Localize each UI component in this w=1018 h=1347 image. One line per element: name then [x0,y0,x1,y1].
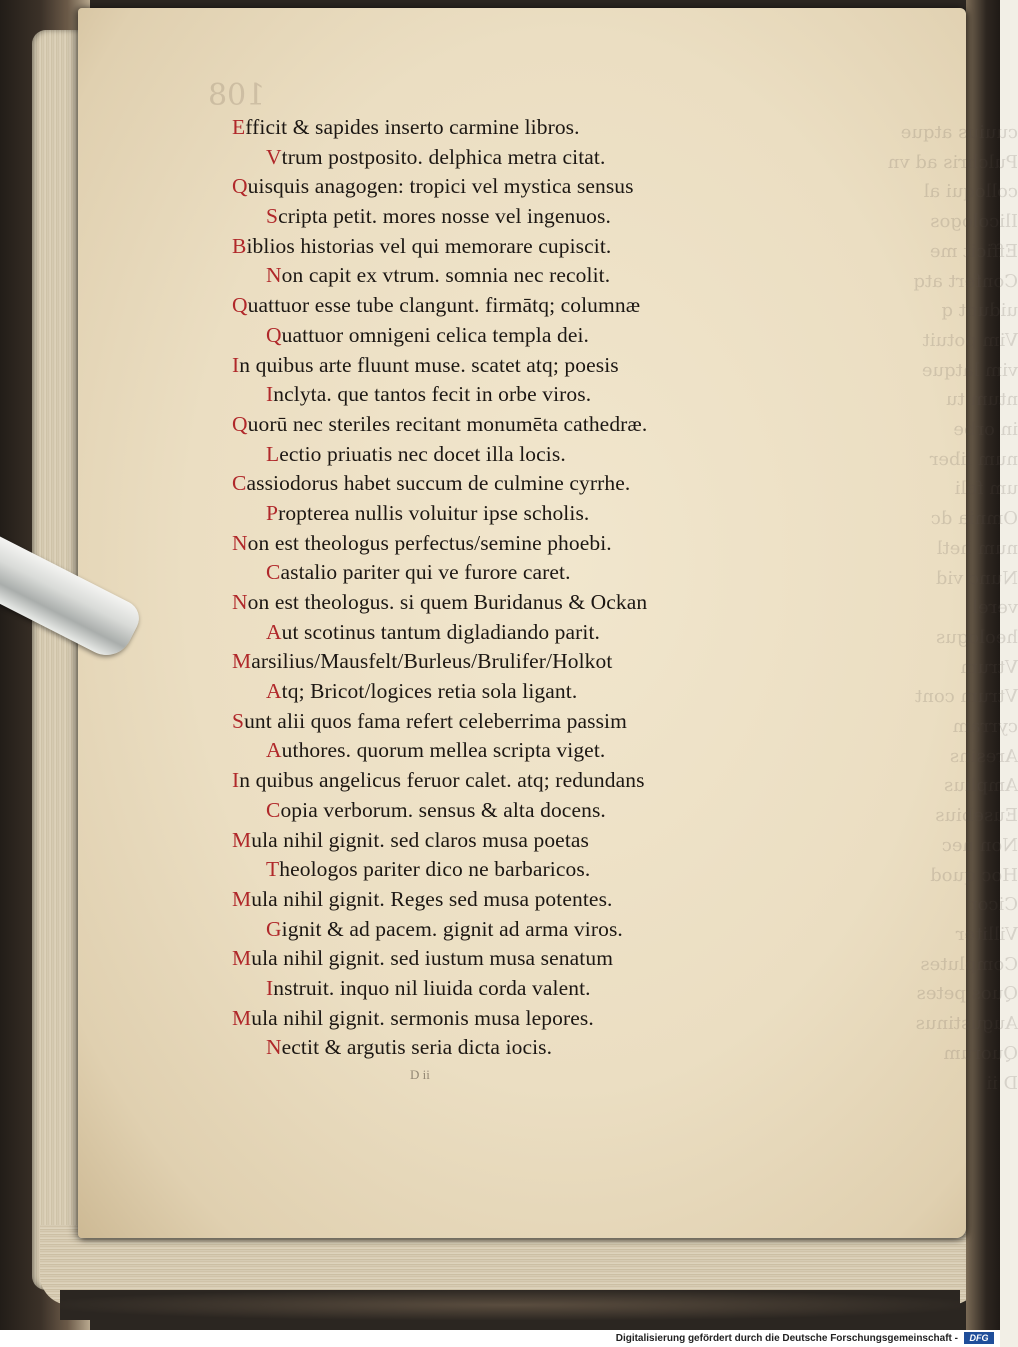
verse-text: assiodorus habet succum de culmine cyrrhe. [246,471,631,496]
verse-line [232,647,792,677]
rubricated-initial: Q [232,411,248,436]
rubricated-initial: T [266,857,280,882]
rubricated-initial: V [266,144,282,169]
verse-text: on est theologus. si quem Buridanus & Ockan [247,590,648,614]
verse-line [232,855,792,885]
verse-line [232,143,792,173]
rubricated-initial: B [232,233,247,258]
verse-block [232,113,792,1063]
verse-text: ectio priuatis nec docet illa locis. [279,441,566,466]
verse-text: ula nihil gignit. sermonis musa lepores. [251,1005,594,1030]
verse-line [232,202,792,232]
verse-text: ula nihil gignit. sed claros musa poetas [251,827,590,852]
verse-text: nstruit. inquo nil liuida corda valent. [273,975,591,1000]
rubricated-initial: A [266,738,282,763]
verse-text: on est theologus perfectus/semine phoebi. [247,530,612,555]
rubricated-initial: I [232,352,240,377]
verse-line [232,736,792,766]
verse-line [232,915,792,945]
signature-mark: D ii [410,1067,430,1082]
verse-text: ignit & ad pacem. gignit ad arma viros. [281,916,623,941]
verse-line [232,529,792,559]
verse-line [232,321,792,351]
verse-line [232,499,792,529]
verse-text: tq; Bricot/logices retia sola ligant. [281,679,578,704]
verse-line [232,826,792,856]
verse-text: ula nihil gignit. Reges sed musa potentes. [251,886,613,911]
rubricated-initial: I [266,382,274,407]
rubricated-initial: I [266,975,274,1000]
verse-text: astalio pariter qui ve furore caret. [280,560,571,585]
rubricated-initial: P [266,500,279,525]
verse-line [232,440,792,470]
verse-text: opia verborum. sensus & alta docens. [280,797,606,822]
verse-text: uisquis anagogen: tropici vel mystica sensus [247,174,634,199]
rubricated-initial: N [232,530,248,555]
dfg-logo: DFG [964,1332,994,1344]
verse-line [232,1004,792,1034]
binding-shadow [60,1290,960,1320]
rubricated-initial: S [232,708,245,733]
verse-text: heologos pariter dico ne barbaricos. [279,857,591,882]
verse-line [232,796,792,826]
verse-text: ectit & argutis seria dicta iocis. [281,1035,553,1060]
rubricated-initial: C [266,797,281,822]
rubricated-initial: L [266,441,280,466]
verse-line [232,291,792,321]
verse-line [232,677,792,707]
verse-line [232,558,792,588]
rubricated-initial: C [232,471,247,496]
rubricated-initial: A [266,619,282,644]
verse-line [232,766,792,796]
verse-line [232,172,792,202]
verse-text: n quibus angelicus feruor calet. atq; redundans [239,768,645,793]
rubricated-initial: E [232,115,246,139]
verse-line [232,410,792,440]
bleedthrough-text: cuuius atque Pulchris ad vn colloqui al Ilicologos Efficit me Confert atq uidunt q Vim potuit vim latque ntum tu in orbe num liber um feli Omnia dc num hetl Nunc vid verel heologus Vtrum Vtrum cont cyrram Aresins Amplius Eusebius Non nec Hoc quod Cicor Villiter Complutes Quos petes Augustinus Quorum D ii [887,122,1018,1094]
verse-text: ropterea nullis voluitur ipse scholis. [278,500,590,525]
rubricated-initial: M [232,946,252,971]
rubricated-initial: S [266,204,279,229]
verse-text: uattuor esse tube clangunt. firmātq; columnæ [247,293,641,318]
rubricated-initial: C [266,560,281,585]
footer-bar [0,1330,1000,1347]
rubricated-initial: Q [232,174,248,199]
verse-line [232,974,792,1004]
rubricated-initial: A [266,679,282,704]
rubricated-initial: N [266,263,282,288]
verse-text: ula nihil gignit. sed iustum musa senatum [251,946,614,971]
rubricated-initial: N [266,1035,282,1060]
verse-text: trum postposito. delphica metra citat. [281,144,606,169]
verse-text: cripta petit. mores nosse vel ingenuos. [278,204,611,229]
verse-text: iblios historias vel qui memorare cupiscit. [246,233,612,258]
folio-bleedthrough: 108 [208,78,266,113]
funding-credit: Digitalisierung gefördert durch die Deutsche Forschungsgemeinschaft - [615,1333,958,1344]
verse-line [232,707,792,737]
verse-text: nclyta. que tantos fecit in orbe viros. [273,382,592,407]
verse-text: fficit & sapides inserto carmine libros. [245,115,580,139]
rubricated-initial: G [266,916,282,941]
rubricated-initial: I [232,768,240,793]
verse-text: n quibus arte fluunt muse. scatet atq; poesis [239,352,619,377]
verse-line [232,469,792,499]
rubricated-initial: Q [232,293,248,318]
verse-text: ut scotinus tantum digladiando parit. [281,619,601,644]
verse-text: arsilius/Mausfelt/Burleus/Brulifer/Holkot [251,649,613,674]
rubricated-initial: M [232,649,252,674]
rubricated-initial: M [232,1005,252,1030]
verse-text: unt alii quos fama refert celeberrima passim [244,708,627,733]
verse-line [232,944,792,974]
rubricated-initial: N [232,590,248,614]
verse-line [232,261,792,291]
verse-line [232,351,792,381]
rubricated-initial: M [232,886,252,911]
rubricated-initial: M [232,827,252,852]
verse-line [232,618,792,648]
verse-line [232,588,792,618]
verse-line [232,113,792,143]
verse-line [232,232,792,262]
verse-text: uorū nec steriles recitant monumēta cathedræ. [247,411,648,436]
verse-line [232,1033,792,1063]
verse-line [232,885,792,915]
verse-text: uattuor omnigeni celica templa dei. [281,322,590,347]
verse-text: uthores. quorum mellea scripta viget. [281,738,606,763]
verse-text: on capit ex vtrum. somnia nec recolit. [281,263,611,288]
verse-line [232,380,792,410]
rubricated-initial: Q [266,322,282,347]
